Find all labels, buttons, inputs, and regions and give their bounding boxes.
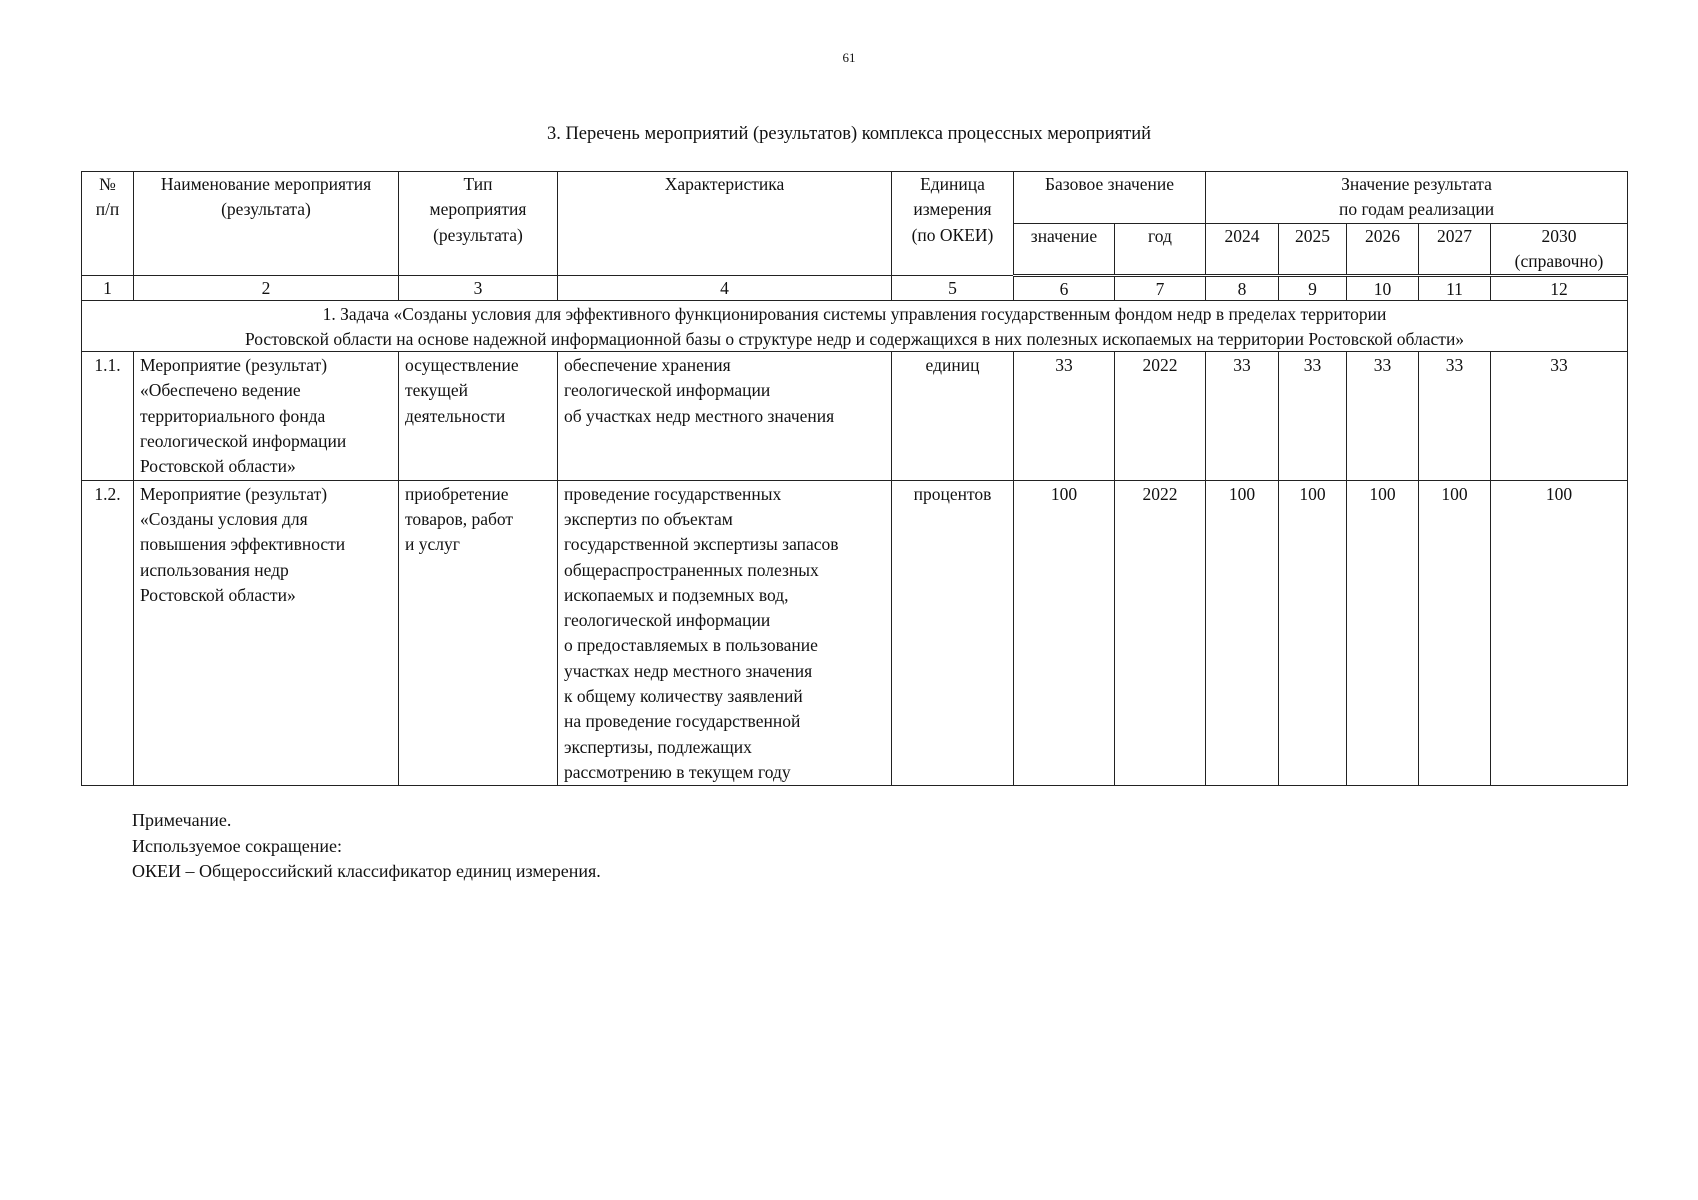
row-value-2025: 33 [1279, 352, 1347, 480]
header-characteristic: Характеристика [558, 172, 892, 276]
row-name: Мероприятие (результат) «Обеспечено ведение территориального фонда геологической информации Ростовской области» [134, 352, 399, 480]
row-num: 1.2. [82, 480, 134, 786]
note-heading: Примечание. [132, 810, 232, 830]
row-type: осуществление текущей деятельности [399, 352, 558, 480]
table-header-row-1 [82, 172, 1628, 224]
header-year-2026: 2026 [1347, 223, 1419, 276]
row-value-2024: 33 [1206, 352, 1279, 480]
row-value-2025: 100 [1279, 480, 1347, 786]
header-year-2025: 2025 [1279, 223, 1347, 276]
column-number: 3 [399, 276, 558, 301]
header-result: Значение результата по годам реализации [1206, 172, 1628, 224]
row-unit: процентов [892, 480, 1014, 786]
header-base-value: значение [1014, 223, 1115, 276]
column-numbers-row [82, 276, 1628, 301]
header-num: № п/п [82, 172, 134, 276]
task-row [82, 301, 1628, 352]
column-number: 6 [1014, 276, 1115, 301]
table-row [82, 480, 1628, 786]
column-number: 1 [82, 276, 134, 301]
header-year-2027: 2027 [1419, 223, 1491, 276]
note-abbreviation-label: Используемое сокращение: [132, 835, 342, 856]
note-abbreviation-okei: ОКЕИ – Общероссийский классификатор единиц измерения. [132, 861, 601, 881]
row-value-2030: 33 [1491, 352, 1628, 480]
column-number: 7 [1115, 276, 1206, 301]
row-value-2026: 100 [1347, 480, 1419, 786]
header-year-2030: 2030 (справочно) [1491, 223, 1628, 276]
column-number: 2 [134, 276, 399, 301]
row-characteristic: обеспечение хранения геологической информации об участках недр местного значения [558, 352, 892, 480]
row-value-2024: 100 [1206, 480, 1279, 786]
task-text: 1. Задача «Созданы условия для эффективного функционирования системы управления государственным фондом недр в пределах территории Ростовской области на основе надежной информационной базы о структуре недр и содержащихся в них полезных ископаемых на территории Ростовской области» [82, 301, 1628, 352]
header-name: Наименование мероприятия (результата) [134, 172, 399, 276]
table-row [82, 352, 1628, 480]
column-number: 9 [1279, 276, 1347, 301]
column-number: 4 [558, 276, 892, 301]
row-value-2030: 100 [1491, 480, 1628, 786]
header-unit: Единица измерения (по ОКЕИ) [892, 172, 1014, 276]
row-base-year: 2022 [1115, 352, 1206, 480]
row-value-2027: 100 [1419, 480, 1491, 786]
column-number: 5 [892, 276, 1014, 301]
row-value-2027: 33 [1419, 352, 1491, 480]
column-number: 10 [1347, 276, 1419, 301]
notes-section [132, 808, 601, 885]
row-base-year: 2022 [1115, 480, 1206, 786]
row-type: приобретение товаров, работ и услуг [399, 480, 558, 786]
page-number: 61 [842, 50, 856, 65]
row-characteristic: проведение государственных экспертиз по объектам государственной экспертизы запасов общераспространенных полезных ископаемых и подземных вод, геологической информации о предоставляемых в пользование участках недр местного значения к общему количеству заявлений на проведение государственной экспертизы, подлежащих рассмотрению в текущем году [558, 480, 892, 786]
row-base-value: 100 [1014, 480, 1115, 786]
column-number: 12 [1491, 276, 1628, 301]
row-base-value: 33 [1014, 352, 1115, 480]
row-num: 1.1. [82, 352, 134, 480]
row-value-2026: 33 [1347, 352, 1419, 480]
column-number: 8 [1206, 276, 1279, 301]
header-type: Тип мероприятия (результата) [399, 172, 558, 276]
row-name: Мероприятие (результат) «Созданы условия для повышения эффективности использования недр Ростовской области» [134, 480, 399, 786]
document-title: 3. Перечень мероприятий (результатов) комплекса процессных мероприятий [546, 124, 1152, 144]
activities-table [81, 171, 1628, 786]
header-base: Базовое значение [1014, 172, 1206, 224]
header-base-year: год [1115, 223, 1206, 276]
column-number: 11 [1419, 276, 1491, 301]
header-year-2024: 2024 [1206, 223, 1279, 276]
row-unit: единиц [892, 352, 1014, 480]
